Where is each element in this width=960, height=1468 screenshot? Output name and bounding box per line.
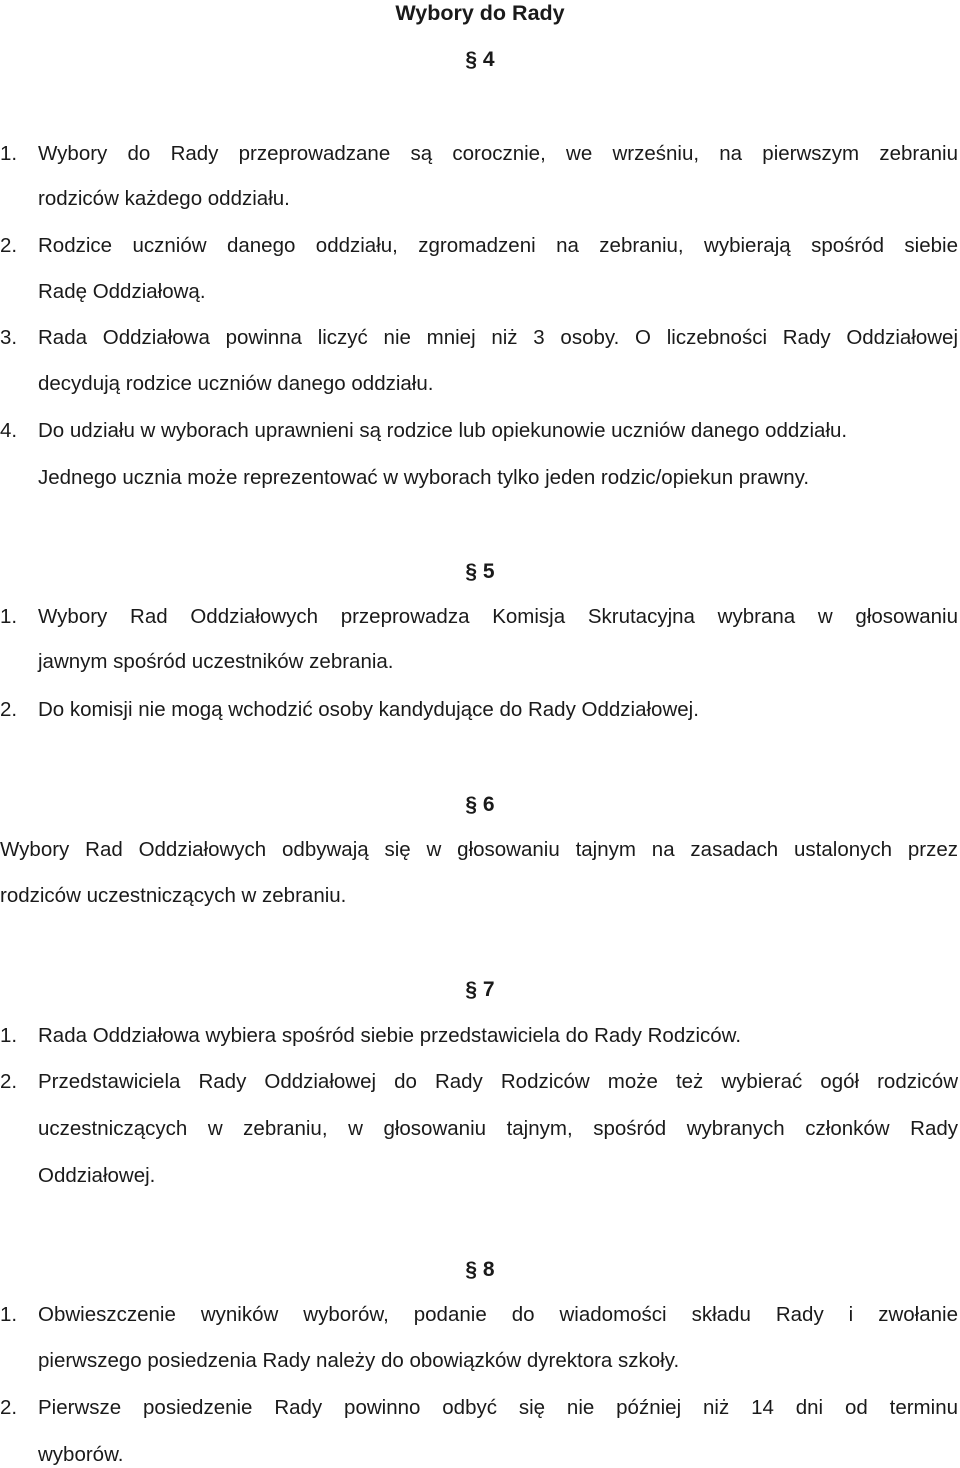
- section-heading-7: § 7: [465, 978, 495, 1001]
- item-text-line: wyborów.: [38, 1443, 124, 1466]
- item-number: 1.: [0, 142, 18, 165]
- document-title: Wybory do Rady: [395, 1, 565, 25]
- item-number: 3.: [0, 326, 18, 349]
- item-text-line: Wybory do Rady przeprowadzane są corocznie, we wrześniu, na pierwszym zebraniu: [38, 142, 958, 165]
- item-text-line: Do udziału w wyborach uprawnieni są rodzice lub opiekunowie uczniów danego oddziału.: [38, 419, 848, 442]
- item-number: 2.: [0, 1396, 18, 1419]
- item-text-line: Jednego ucznia może reprezentować w wyborach tylko jeden rodzic/opiekun prawny.: [38, 466, 810, 489]
- item-text-line: Rada Oddziałowa powinna liczyć nie mniej niż 3 osoby. O liczebności Rady Oddziałowej: [38, 326, 958, 349]
- item-text-line: Przedstawiciela Rady Oddziałowej do Rady Rodziców może też wybierać ogół rodziców: [38, 1070, 958, 1093]
- item-text-line: jawnym spośród uczestników zebrania.: [38, 650, 394, 673]
- item-text-line: Wybory Rad Oddziałowych przeprowadza Komisja Skrutacyjna wybrana w głosowaniu: [38, 605, 958, 628]
- item-text-line: pierwszego posiedzenia Rady należy do obowiązków dyrektora szkoły.: [38, 1349, 680, 1372]
- item-text-line: rodziców każdego oddziału.: [38, 187, 290, 210]
- section-heading-6: § 6: [465, 793, 495, 816]
- paragraph-line: Wybory Rad Oddziałowych odbywają się w głosowaniu tajnym na zasadach ustalonych przez: [0, 838, 958, 861]
- item-number: 2.: [0, 234, 18, 257]
- item-text-line: uczestniczących w zebraniu, w głosowaniu tajnym, spośród wybranych członków Rady: [38, 1117, 958, 1140]
- item-text-line: Oddziałowej.: [38, 1164, 156, 1187]
- item-number: 2.: [0, 1070, 18, 1093]
- item-number: 1.: [0, 1303, 18, 1326]
- item-text-line: Pierwsze posiedzenie Rady powinno odbyć się nie później niż 14 dni od terminu: [38, 1396, 958, 1419]
- section-heading-8: § 8: [465, 1258, 495, 1281]
- item-text-line: Do komisji nie mogą wchodzić osoby kandydujące do Rady Oddziałowej.: [38, 698, 699, 721]
- item-text-line: Radę Oddziałową.: [38, 280, 206, 303]
- section-heading-4: § 4: [465, 48, 495, 71]
- item-text-line: Rada Oddziałowa wybiera spośród siebie przedstawiciela do Rady Rodziców.: [38, 1024, 742, 1047]
- item-text-line: Rodzice uczniów danego oddziału, zgromadzeni na zebraniu, wybierają spośród siebie: [38, 234, 958, 257]
- paragraph-line: rodziców uczestniczących w zebraniu.: [0, 884, 347, 907]
- item-number: 1.: [0, 605, 18, 628]
- item-number: 1.: [0, 1024, 18, 1047]
- section-heading-5: § 5: [465, 560, 495, 583]
- item-text-line: decydują rodzice uczniów danego oddziału.: [38, 372, 434, 395]
- item-text-line: Obwieszczenie wyników wyborów, podanie do wiadomości składu Rady i zwołanie: [38, 1303, 958, 1326]
- item-number: 4.: [0, 419, 18, 442]
- item-number: 2.: [0, 698, 18, 721]
